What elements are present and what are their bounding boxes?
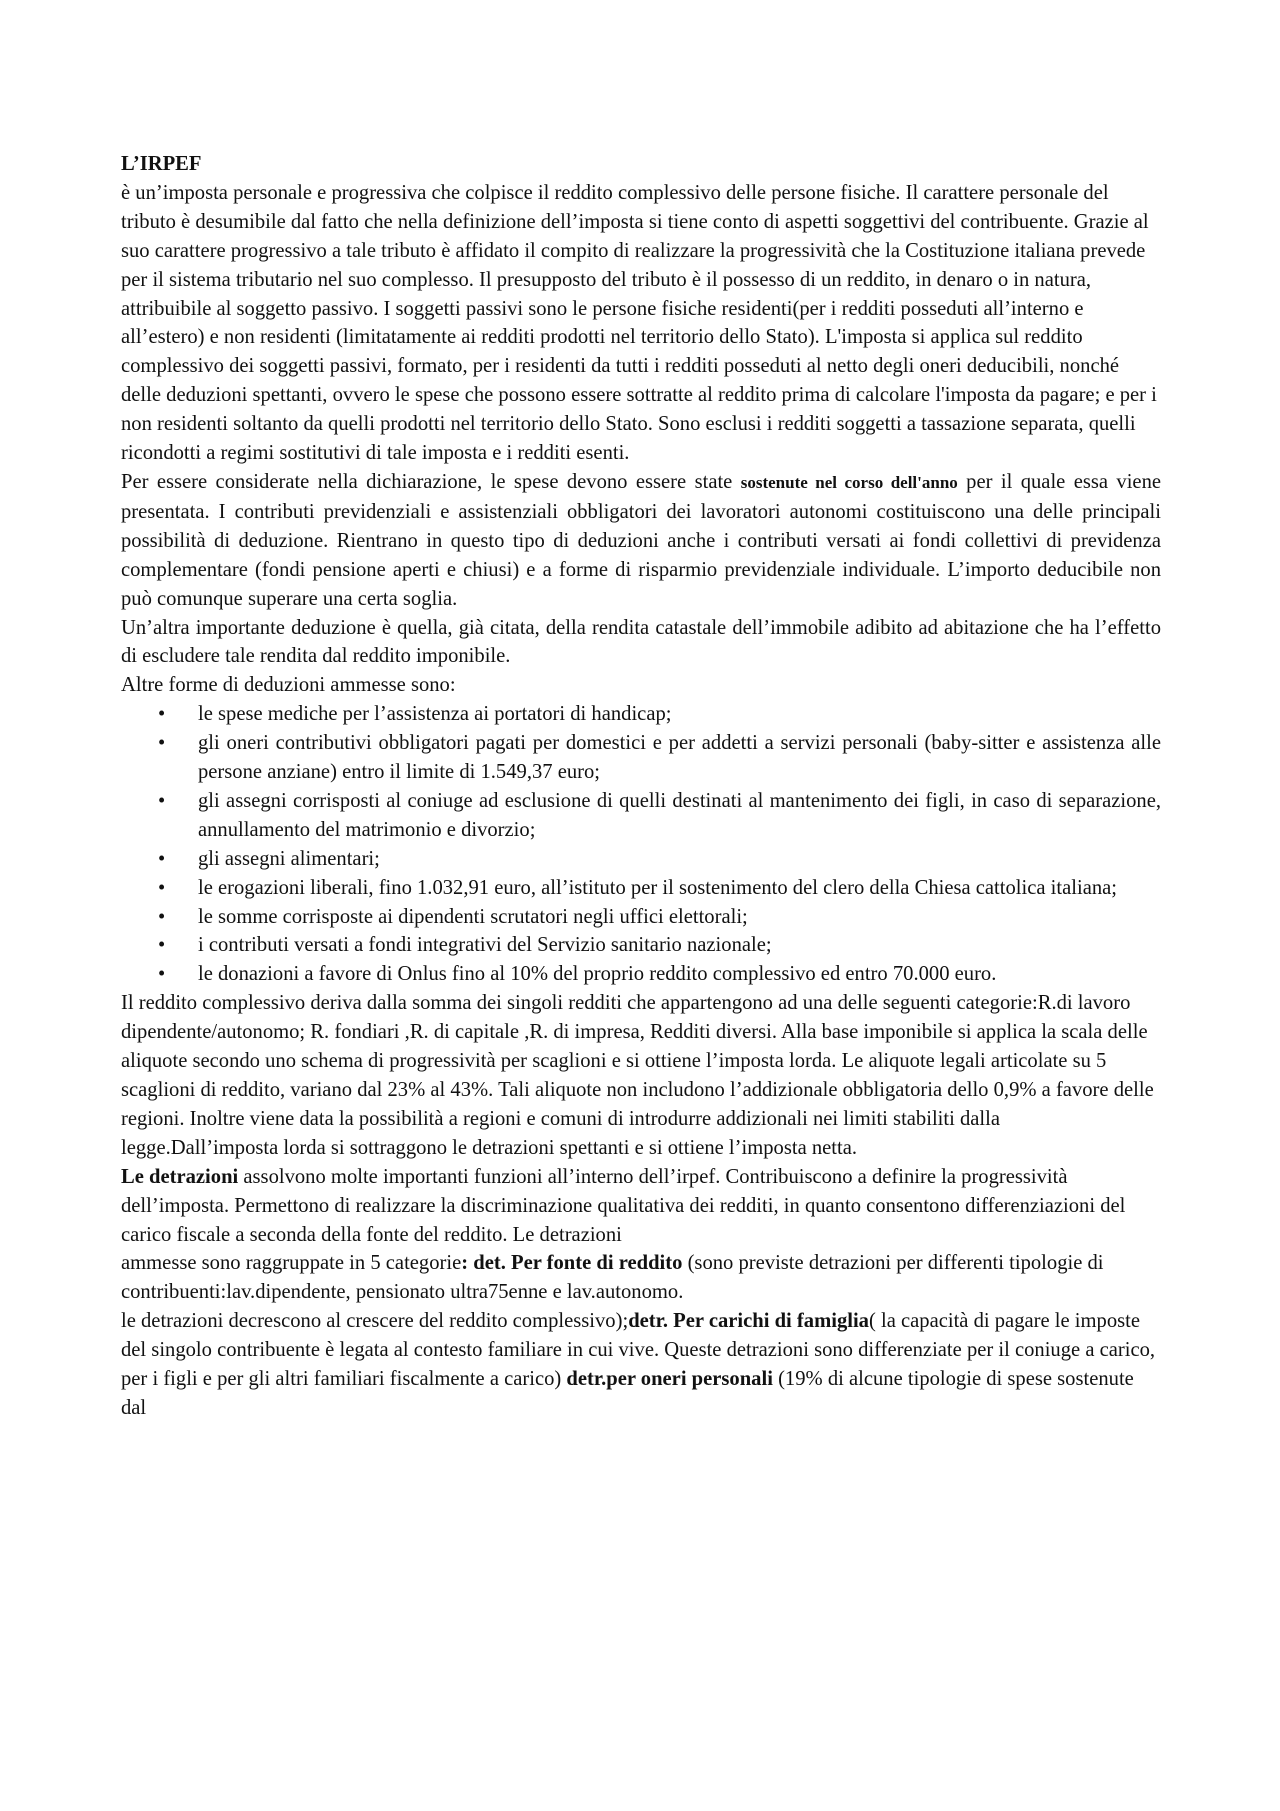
bullet-icon: • (158, 703, 166, 726)
paragraph-spese: Per essere considerate nella dichiarazione, le spese devono essere state sostenute nel corso dell'anno per il quale essa viene presentata. I contributi previdenziali e assistenziali obbligatori dei lavoratori autonomi costituiscono una delle principali possibilità di deduzione. Rientrano in questo tipo di deduzioni anche i contributi versati ai fondi collettivi di previdenza complementare (fondi pensione aperti e chiusi) e a forme di risparmio previdenziale individuale. L’importo deducibile non può comunque superare una certa soglia. (121, 470, 1162, 610)
bullet-icon: • (158, 963, 166, 986)
document-title: L’IRPEF (121, 153, 202, 175)
bullet-icon: • (158, 847, 166, 870)
list-item: • gli oneri contributivi obbligatori pagati per domestici e per addetti a servizi personali (baby-sitter e assistenza alle persone anziane) entro il limite di 1.549,37 euro; (198, 729, 1161, 787)
bullet-icon: • (158, 934, 166, 957)
list-item: • gli assegni corrisposti al coniuge ad esclusione di quelli destinati al mantenimento dei figli, in caso di separazione, annullamento del matrimonio e divorzio; (198, 787, 1161, 845)
emphasis-carichi-famiglia: detr. Per carichi di famiglia (628, 1310, 869, 1333)
paragraph-altre-deduzioni: Altre forme di deduzioni ammesse sono: (121, 674, 456, 697)
emphasis-sostenute: sostenute nel corso dell'anno (740, 472, 958, 492)
list-item: • le erogazioni liberali, fino 1.032,91 euro, all’istituto per il sostenimento del clero della Chiesa cattolica italiana; (198, 874, 1161, 903)
bullet-icon: • (158, 876, 166, 899)
paragraph-detrazioni: Le detrazioni assolvono molte importanti funzioni all’interno dell’irpef. Contribuiscono a definire la progressività dell’imposta. Permettono di realizzare la discriminazione qualitativa dei redditi, in quanto consentono differenziazioni del carico fiscale a seconda della fonte del reddito. Le detrazioni (121, 1165, 1126, 1246)
list-item: • le donazioni a favore di Onlus fino al 10% del proprio reddito complessivo ed entro 70.000 euro. (198, 960, 1161, 989)
list-item: • le spese mediche per l’assistenza ai portatori di handicap; (198, 700, 1161, 729)
list-item: • gli assegni alimentari; (198, 845, 1161, 874)
list-item: • le somme corrisposte ai dipendenti scrutatori negli uffici elettorali; (198, 903, 1161, 932)
paragraph-rendita-catastale: Un’altra importante deduzione è quella, già citata, della rendita catastale dell’immobile adibito ad abitazione che ha l’effetto di escludere tale rendita dal reddito imponibile. (121, 616, 1161, 668)
bullet-icon: • (158, 789, 166, 812)
emphasis-le-detrazioni: Le detrazioni (121, 1165, 239, 1188)
emphasis-oneri-personali: detr.per oneri personali (566, 1368, 773, 1391)
paragraph-categorie: ammesse sono raggruppate in 5 categorie: det. Per fonte di reddito (sono previste detrazioni per differenti tipologie di contribuenti:lav.dipendente, pensionato ultra75enne e lav.autonomo. (121, 1252, 1104, 1304)
emphasis-fonte-reddito: : det. Per fonte di reddito (461, 1252, 683, 1275)
deductions-list (121, 700, 1161, 989)
paragraph-reddito-complessivo: Il reddito complessivo deriva dalla somma dei singoli redditi che appartengono ad una delle seguenti categorie:R.di lavoro dipendente/autonomo; R. fondiari ,R. di capitale ,R. di impresa, Redditi diversi. Alla base imponibile si applica la scala delle aliquote secondo uno schema di progressività per scaglioni e si ottiene l’imposta lorda. Le aliquote legali articolate su 5 scaglioni di reddito, variano dal 23% al 43%. Tali aliquote non includono l’addizionale obbligatoria dello 0,9% a favore delle regioni. Inoltre viene data la possibilità a regioni e comuni di introdurre addizionali nei limiti stabiliti dalla legge.Dall’imposta lorda si sottraggono le detrazioni spettanti e si ottiene l’imposta netta. (121, 992, 1154, 1159)
paragraph-intro: è un’imposta personale e progressiva che colpisce il reddito complessivo delle persone fisiche. Il carattere personale del tributo è desumibile dal fatto che nella definizione dell’imposta si tiene conto di aspetti soggettivi del contribuente. Grazie al suo carattere progressivo a tale tributo è affidato il compito di realizzare la progressività che la Costituzione italiana prevede per il sistema tributario nel suo complesso. Il presupposto del tributo è il possesso di un reddito, in denaro o in natura, attribuibile al soggetto passivo. I soggetti passivi sono le persone fisiche residenti(per i redditi posseduti all’interno e all’estero) e non residenti (limitatamente ai redditi prodotti nel territorio dello Stato). L'imposta si applica sul reddito complessivo dei soggetti passivi, formato, per i residenti da tutti i redditi posseduti al netto degli oneri deducibili, nonché delle deduzioni spettanti, ovvero le spese che possono essere sottratte al reddito prima di calcolare l'imposta da pagare; e per i non residenti soltanto da quelli prodotti nel territorio dello Stato. Sono esclusi i redditi soggetti a tassazione separata, quelli ricondotti a regimi sostitutivi di tale imposta e i redditi esenti. (121, 181, 1157, 465)
paragraph-carichi-famiglia: le detrazioni decrescono al crescere del reddito complessivo);detr. Per carichi di famiglia( la capacità di pagare le imposte del singolo contribuente è legata al contesto familiare in cui vive. Queste detrazioni sono differenziate per il coniuge a carico, per i figli e per gli altri familiari fiscalmente a carico) detr.per oneri personali (19% di alcune tipologie di spese sostenute dal (121, 1310, 1156, 1419)
bullet-icon: • (158, 905, 166, 928)
list-item: • i contributi versati a fondi integrativi del Servizio sanitario nazionale; (198, 931, 1161, 960)
bullet-icon: • (158, 732, 166, 755)
document-page (121, 150, 1161, 1423)
